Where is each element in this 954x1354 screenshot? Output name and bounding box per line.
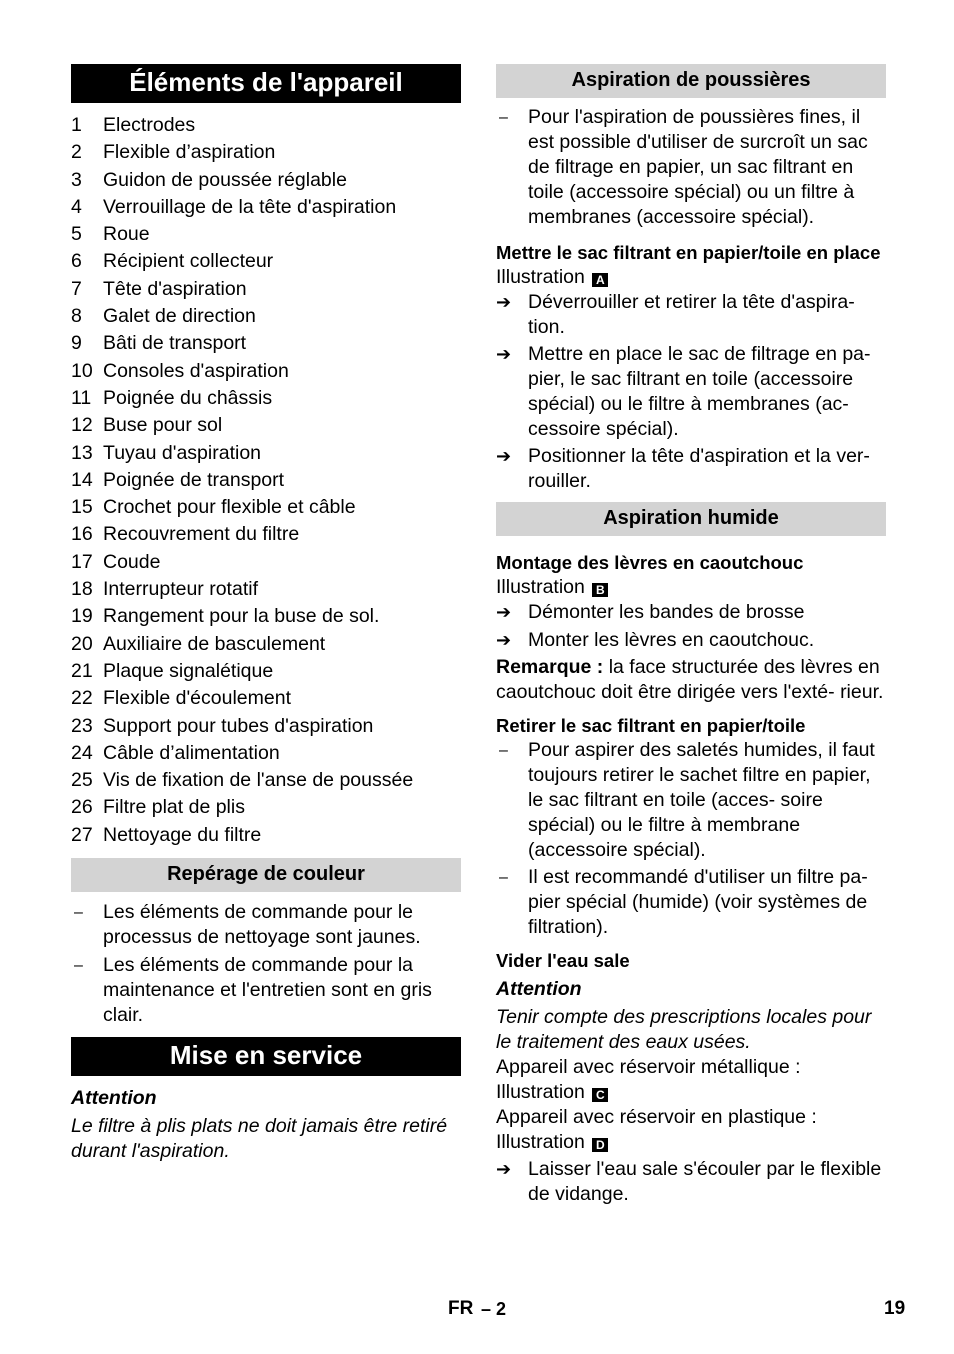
illustration-badge: D xyxy=(592,1138,608,1152)
list-item xyxy=(71,576,461,603)
item-number: 6 xyxy=(71,250,82,273)
item-number: 24 xyxy=(71,741,93,764)
item-label: Poignée du châssis xyxy=(103,386,273,409)
plastic-tank-text: Appareil avec réservoir en plastique : xyxy=(496,1106,817,1128)
item-label: Coude xyxy=(103,550,161,573)
dash-bullet: – xyxy=(499,742,508,759)
item-label: Poignée de transport xyxy=(103,468,285,491)
item-number: 17 xyxy=(71,550,93,573)
attention-text: Le filtre à plis plats ne doit jamais être retiré durant l'aspiration. xyxy=(71,1115,448,1163)
remark-text: la face structurée des lèvres en caoutchouc doit être dirigée vers l'exté- rieur. xyxy=(496,656,884,703)
step-item: ➔ Positionner la tête d'aspiration et la ver- rouiller. xyxy=(496,445,870,492)
illustration-badge: C xyxy=(592,1088,608,1102)
list-item: – Les éléments de commande pour la maintenance et l'entretien sont en gris clair. xyxy=(71,953,461,1028)
item-number: 16 xyxy=(71,523,93,546)
section-heading-dust: Aspiration de poussières xyxy=(496,64,886,98)
item-number: 26 xyxy=(71,796,93,819)
item-number: 21 xyxy=(71,659,93,682)
item-label: Nettoyage du filtre xyxy=(103,823,262,846)
step-item: ➔ Monter les lèvres en caoutchouc. xyxy=(496,629,815,651)
list-item: – Pour aspirer des saletés humides, il faut toujours retirer le sachet filtre en papier, le sac filtrant en toile (acces- soire spécial) ou le filtre à membrane (accessoire spécial). xyxy=(496,738,886,863)
item-number: 22 xyxy=(71,687,93,710)
metal-tank-text: Appareil avec réservoir métallique : xyxy=(496,1056,801,1078)
list-item xyxy=(71,167,461,194)
step-item: ➔ Démonter les bandes de brosse xyxy=(496,601,805,623)
page-number: 19 xyxy=(884,1298,906,1319)
step-item: ➔ Déverrouiller et retirer la tête d'aspira- tion. xyxy=(496,291,855,338)
list-item: – Pour l'aspiration de poussières fines, il est possible d'utiliser de surcroît un sac de filtrage en papier, un sac filtrant en toile (accessoire spécial) ou un filtre à membranes (accessoire spécial). xyxy=(496,105,886,230)
item-label: Rangement pour la buse de sol. xyxy=(103,605,380,628)
footer-lang: FR xyxy=(448,1298,474,1319)
item-number: 23 xyxy=(71,714,93,737)
list-item xyxy=(71,685,461,712)
item-label: Guidon de poussée réglable xyxy=(103,168,347,191)
item-number: 27 xyxy=(71,823,93,846)
subheading-empty-water: Vider l'eau sale xyxy=(496,950,630,971)
item-number: 11 xyxy=(71,386,92,409)
section-heading-wet: Aspiration humide xyxy=(496,502,886,536)
illustration-ref: Illustration D xyxy=(496,1130,886,1155)
attention-text: Tenir compte des prescriptions locales pour le traitement des eaux usées. xyxy=(496,1006,872,1053)
list-item xyxy=(71,494,461,521)
list-item xyxy=(71,139,461,166)
item-label: Verrouillage de la tête d'aspiration xyxy=(103,195,397,218)
item-number: 4 xyxy=(71,195,82,218)
item-label: Filtre plat de plis xyxy=(103,796,245,819)
arrow-icon: ➔ xyxy=(496,1159,512,1179)
list-item: – Les éléments de commande pour le processus de nettoyage sont jaunes. xyxy=(71,900,461,950)
list-item xyxy=(71,248,461,275)
step-item: ➔ Laisser l'eau sale s'écouler par le flexible de vidange. xyxy=(496,1158,882,1205)
item-label: Bâti de transport xyxy=(103,332,247,355)
item-label: Flexible d'écoulement xyxy=(103,687,291,710)
item-label: Vis de fixation de l'anse de poussée xyxy=(103,769,414,792)
list-item xyxy=(71,603,461,630)
list-item xyxy=(71,303,461,330)
arrow-icon: ➔ xyxy=(496,602,512,622)
item-number: 19 xyxy=(71,605,93,628)
list-item xyxy=(71,631,461,658)
item-label: Roue xyxy=(103,223,150,246)
item-label: Tuyau d'aspiration xyxy=(103,441,262,464)
item-number: 15 xyxy=(71,496,93,519)
list-item xyxy=(71,467,461,494)
item-number: 10 xyxy=(71,359,93,382)
list-item xyxy=(71,794,461,821)
item-label: Support pour tubes d'aspiration xyxy=(103,714,374,737)
list-item xyxy=(71,713,461,740)
list-item xyxy=(71,549,461,576)
list-item xyxy=(71,440,461,467)
list-item xyxy=(71,767,461,794)
item-number: 14 xyxy=(71,468,93,491)
illustration-badge: B xyxy=(592,583,608,597)
arrow-icon: ➔ xyxy=(496,344,512,364)
item-label: Buse pour sol xyxy=(103,414,223,437)
section-title-elements: Éléments de l'appareil xyxy=(71,64,461,103)
subheading-place-filter: Mettre le sac filtrant en papier/toile en place xyxy=(496,242,881,263)
item-label: Crochet pour flexible et câble xyxy=(103,496,356,519)
section-heading-color: Repérage de couleur xyxy=(71,858,461,892)
item-number: 1 xyxy=(71,114,82,136)
attention-label: Attention xyxy=(71,1087,157,1110)
list-item xyxy=(71,358,461,385)
item-number: 18 xyxy=(71,578,93,601)
list-item xyxy=(71,385,461,412)
list-item xyxy=(71,822,461,849)
item-label: Interrupteur rotatif xyxy=(103,578,258,601)
left-column xyxy=(71,64,461,1164)
remark xyxy=(496,655,886,705)
step-item: ➔ Mettre en place le sac de filtrage en pa- pier, le sac filtrant en toile (accessoire spécial) ou le filtre à membranes (ac- cessoire spécial). xyxy=(496,343,871,440)
item-label: Consoles d'aspiration xyxy=(103,359,289,382)
list-item xyxy=(71,658,461,685)
item-number: 25 xyxy=(71,769,93,792)
item-number: 12 xyxy=(71,414,93,437)
item-label: Plaque signalétique xyxy=(103,659,274,682)
item-number: 20 xyxy=(71,632,93,655)
illustration-ref: Illustration C xyxy=(496,1080,886,1105)
list-item xyxy=(71,330,461,357)
arrow-icon: ➔ xyxy=(496,446,512,466)
item-label: Câble d’alimentation xyxy=(103,741,280,764)
item-number: 2 xyxy=(71,141,82,164)
dash-bullet: – xyxy=(499,869,508,886)
item-number: 7 xyxy=(71,277,82,300)
item-label: Recouvrement du filtre xyxy=(103,523,300,546)
list-item xyxy=(71,740,461,767)
item-label: Flexible d’aspiration xyxy=(103,141,276,164)
list-item: – Il est recommandé d'utiliser un filtre pa- pier spécial (humide) (voir systèmes de filtration). xyxy=(496,865,886,940)
item-number: 9 xyxy=(71,332,82,355)
list-item xyxy=(71,276,461,303)
item-number: 3 xyxy=(71,168,82,191)
section-title-service: Mise en service xyxy=(71,1037,461,1076)
list-item xyxy=(71,112,461,139)
list-item xyxy=(71,221,461,248)
list-item xyxy=(71,521,461,548)
dash-bullet: – xyxy=(74,957,83,975)
illustration-ref: Illustration B xyxy=(496,575,886,600)
list-item xyxy=(71,194,461,221)
item-label: Galet de direction xyxy=(103,305,256,328)
dash-bullet: – xyxy=(74,904,83,922)
list-item xyxy=(71,412,461,439)
illustration-badge: A xyxy=(592,273,608,287)
dash-bullet: – xyxy=(499,109,508,126)
item-label: Electrodes xyxy=(103,114,196,136)
arrow-icon: ➔ xyxy=(496,630,512,650)
footer-section: – 2 xyxy=(481,1299,507,1319)
subheading-remove-filter: Retirer le sac filtrant en papier/toile xyxy=(496,715,806,736)
color-list xyxy=(71,900,461,1028)
right-column xyxy=(496,64,886,1207)
item-label: Auxiliaire de basculement xyxy=(103,632,326,655)
item-number: 13 xyxy=(71,441,93,464)
item-label: Tête d'aspiration xyxy=(103,277,247,300)
parts-list xyxy=(71,112,461,849)
remark-label: Remarque : xyxy=(496,656,604,678)
item-number: 8 xyxy=(71,305,82,328)
item-label: Récipient collecteur xyxy=(103,250,274,273)
item-number: 5 xyxy=(71,223,82,246)
arrow-icon: ➔ xyxy=(496,292,512,312)
subheading-lips: Montage des lèvres en caoutchouc xyxy=(496,552,804,573)
attention-label: Attention xyxy=(496,978,582,1000)
illustration-ref: Illustration A xyxy=(496,265,886,290)
